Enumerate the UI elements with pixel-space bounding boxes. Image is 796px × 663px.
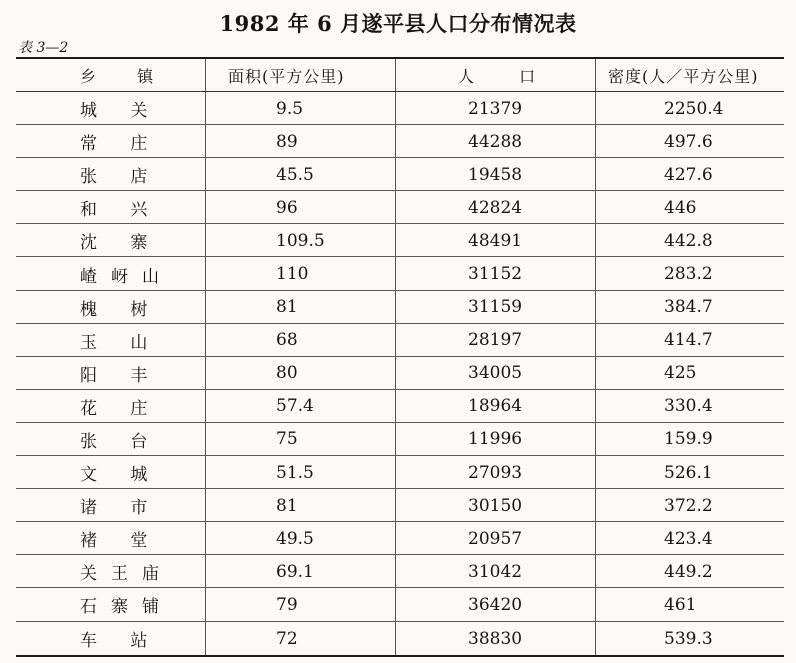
table-row — [16, 158, 784, 191]
township-cell: 嵖岈山 — [16, 257, 206, 289]
density-cell: 414.7 — [664, 330, 713, 351]
township-cell: 阳 丰 — [16, 357, 206, 389]
header-area: 面积(平方公里) — [206, 59, 396, 91]
population-cell: 42824 — [396, 191, 596, 223]
table-row — [16, 357, 784, 390]
population-cell: 19458 — [396, 158, 596, 190]
area-cell: 75 — [206, 423, 396, 455]
density-cell: 539.3 — [664, 628, 713, 649]
township-cell: 常 庄 — [16, 125, 206, 157]
area-cell: 68 — [206, 324, 396, 356]
density-cell: 446 — [664, 197, 697, 218]
table-title: 1982 年 6 月遂平县人口分布情况表 — [219, 11, 577, 36]
table-row — [16, 390, 784, 423]
area-cell: 49.5 — [206, 522, 396, 554]
township-cell: 花 庄 — [16, 390, 206, 422]
area-cell: 96 — [206, 191, 396, 223]
population-cell: 36420 — [396, 588, 596, 620]
table-row — [16, 191, 784, 224]
population-cell: 31159 — [396, 291, 596, 323]
area-cell: 110 — [206, 257, 396, 289]
township-cell: 褚 堂 — [16, 522, 206, 554]
density-cell: 2250.4 — [664, 98, 724, 119]
township-cell: 张 店 — [16, 158, 206, 190]
population-cell: 18964 — [396, 390, 596, 422]
density-cell: 461 — [664, 594, 697, 615]
header-density: 密度(人／平方公里) — [608, 67, 759, 86]
area-cell: 89 — [206, 125, 396, 157]
area-cell: 109.5 — [206, 224, 396, 256]
township-cell: 沈 寨 — [16, 224, 206, 256]
table-row — [16, 423, 784, 456]
area-cell: 51.5 — [206, 456, 396, 488]
township-cell: 车 站 — [16, 622, 206, 655]
population-cell: 48491 — [396, 224, 596, 256]
township-cell: 城 关 — [16, 92, 206, 124]
area-cell: 79 — [206, 588, 396, 620]
density-cell: 372.2 — [664, 495, 713, 516]
area-cell: 69.1 — [206, 555, 396, 587]
population-cell: 31042 — [396, 555, 596, 587]
table-row — [16, 522, 784, 555]
area-cell: 72 — [206, 622, 396, 655]
township-cell: 槐 树 — [16, 291, 206, 323]
township-cell: 诸 市 — [16, 489, 206, 521]
header-population: 人 口 — [396, 59, 596, 91]
density-cell: 449.2 — [664, 561, 713, 582]
table-header-row — [16, 59, 784, 92]
population-cell: 44288 — [396, 125, 596, 157]
table-row — [16, 224, 784, 257]
density-cell: 425 — [664, 363, 697, 384]
population-cell: 34005 — [396, 357, 596, 389]
population-cell: 28197 — [396, 324, 596, 356]
table-row — [16, 291, 784, 324]
area-cell: 81 — [206, 489, 396, 521]
table-row — [16, 324, 784, 357]
area-cell: 57.4 — [206, 390, 396, 422]
population-table — [16, 57, 784, 657]
township-cell: 石寨铺 — [16, 588, 206, 620]
density-cell: 497.6 — [664, 131, 713, 152]
table-row — [16, 588, 784, 621]
density-cell: 384.7 — [664, 297, 713, 318]
population-cell: 20957 — [396, 522, 596, 554]
table-row — [16, 489, 784, 522]
township-cell: 和 兴 — [16, 191, 206, 223]
township-cell: 文 城 — [16, 456, 206, 488]
density-cell: 442.8 — [664, 230, 713, 251]
table-number-label: 表 3—2 — [18, 40, 69, 56]
area-cell: 80 — [206, 357, 396, 389]
table-row — [16, 92, 784, 125]
township-cell: 玉 山 — [16, 324, 206, 356]
table-body — [16, 92, 784, 655]
population-cell: 30150 — [396, 489, 596, 521]
population-cell: 21379 — [396, 92, 596, 124]
population-cell: 38830 — [396, 622, 596, 655]
township-cell: 张 台 — [16, 423, 206, 455]
population-cell: 31152 — [396, 257, 596, 289]
table-row — [16, 257, 784, 290]
population-cell: 11996 — [396, 423, 596, 455]
density-cell: 423.4 — [664, 528, 713, 549]
area-cell: 81 — [206, 291, 396, 323]
density-cell: 526.1 — [664, 462, 713, 483]
header-township: 乡 镇 — [16, 59, 206, 91]
table-row — [16, 125, 784, 158]
table-row — [16, 555, 784, 588]
area-cell: 45.5 — [206, 158, 396, 190]
population-cell: 27093 — [396, 456, 596, 488]
density-cell: 427.6 — [664, 164, 713, 185]
township-cell: 关王庙 — [16, 555, 206, 587]
density-cell: 283.2 — [664, 264, 713, 285]
density-cell: 330.4 — [664, 396, 713, 417]
area-cell: 9.5 — [206, 92, 396, 124]
density-cell: 159.9 — [664, 429, 713, 450]
table-row — [16, 622, 784, 655]
table-row — [16, 456, 784, 489]
